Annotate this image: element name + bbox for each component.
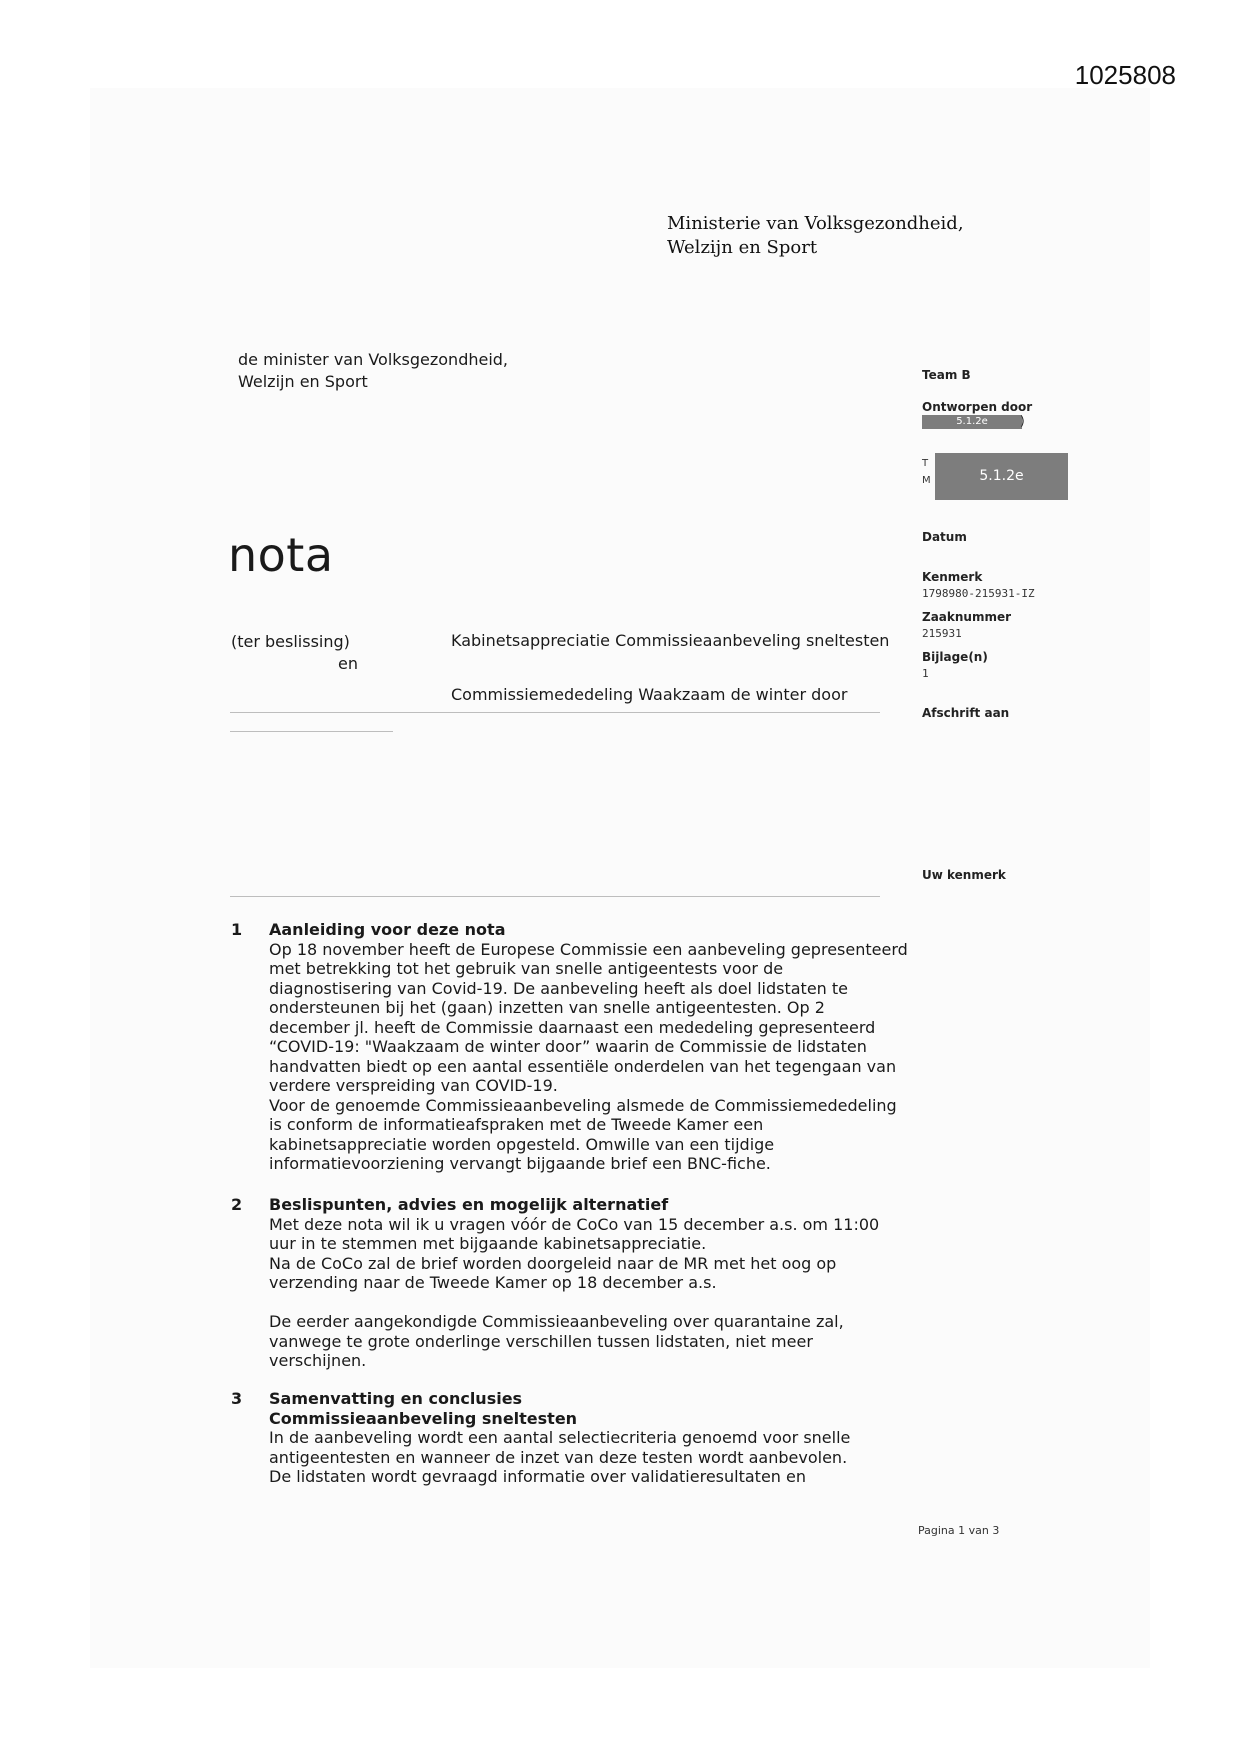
section-heading: Samenvatting en conclusies bbox=[269, 1389, 523, 1408]
section-paragraph: In de aanbeveling wordt een aantal selectiecriteria genoemd voor snelle antigeentesten en wanneer de inzet van deze testen wordt aanbevolen. bbox=[269, 1428, 851, 1467]
t-label: T bbox=[922, 458, 929, 469]
reference-value: 1798980-215931-IZ bbox=[922, 587, 1035, 600]
section-paragraph: Voor de genoemde Commissieaanbeveling alsmede de Commissiemededeling is conform de informatieafspraken met de Tweede Kamer een kabinetsappreciatie worden opgesteld. Omwille van een tijdige informatievoorziening vervangt bijgaande brief een BNC-fiche. bbox=[269, 1095, 897, 1173]
section-paragraph: De lidstaten wordt gevraagd informatie over validatieresultaten en bbox=[269, 1467, 806, 1486]
sidebar-your-reference bbox=[922, 868, 1006, 882]
page-number: Pagina 1 van 3 bbox=[918, 1524, 1000, 1537]
case-label: Zaaknummer bbox=[922, 610, 1012, 624]
section-number: 3 bbox=[231, 1389, 243, 1408]
case-value: 215931 bbox=[922, 627, 962, 640]
context-line-2: en bbox=[338, 654, 358, 673]
ministry-logo-text bbox=[667, 212, 964, 260]
section-paragraph: Op 18 november heeft de Europese Commissie een aanbeveling gepresenteerd met betrekking tot het gebruik van snelle antigeentests voor de diagnostisering van Covid-19. De aanbeveling heeft als doel lidstaten te ondersteunen bij het (gaan) inzetten van snelle antigeentesten. Op 2 december jl. heeft de Commissie daarnaast een mededeling gepresenteerd “COVID-19: "Waakzaam de winter door” waarin de Commissie de lidstaten handvatten biedt op een aantal essentiële onderdelen van het tegengaan van verdere verspreiding van COVID-19. bbox=[269, 939, 908, 1095]
section-paragraph: Met deze nota wil ik u vragen vóór de CoCo van 15 december a.s. om 11:00 uur in te stemmen met bijgaande kabinetsappreciatie. bbox=[269, 1214, 880, 1253]
sidebar-designed-by bbox=[922, 400, 1032, 414]
divider-short bbox=[230, 731, 393, 732]
ministry-line-1: Ministerie van Volksgezondheid, bbox=[667, 213, 964, 234]
team-label: Team B bbox=[922, 368, 971, 382]
designed-by-label: Ontworpen door bbox=[922, 400, 1033, 414]
context-line-1: (ter beslissing) bbox=[231, 632, 350, 651]
addressee bbox=[238, 349, 508, 393]
ministry-line-2: Welzijn en Sport bbox=[667, 237, 818, 258]
sidebar-copy-to bbox=[922, 706, 1009, 720]
copy-label: Afschrift aan bbox=[922, 706, 1010, 720]
section-paragraph: De eerder aangekondigde Commissieaanbeveling over quarantaine zal, vanwege te grote onderlinge verschillen tussen lidstaten, niet meer verschijnen. bbox=[269, 1312, 844, 1370]
section-number: 1 bbox=[231, 920, 243, 939]
attachments-label: Bijlage(n) bbox=[922, 650, 988, 664]
section-subheading: Commissieaanbeveling sneltesten bbox=[269, 1408, 578, 1428]
m-label: M bbox=[922, 475, 931, 486]
divider-content bbox=[230, 896, 880, 897]
section-body bbox=[269, 920, 909, 1174]
addressee-line-1: de minister van Volksgezondheid, bbox=[238, 350, 509, 369]
section-heading: Aanleiding voor deze nota bbox=[269, 920, 506, 939]
sidebar-date bbox=[922, 530, 967, 544]
subject-line-2: Commissiemededeling Waakzaam de winter door bbox=[451, 685, 848, 704]
section-body bbox=[269, 1389, 909, 1487]
your-reference-label: Uw kenmerk bbox=[922, 868, 1006, 882]
subject-line-1: Kabinetsappreciatie Commissieaanbeveling sneltesten bbox=[451, 631, 890, 650]
sidebar-reference bbox=[922, 570, 1035, 600]
contact-redaction: 5.1.2e bbox=[935, 453, 1068, 500]
addressee-line-2: Welzijn en Sport bbox=[238, 372, 368, 391]
designed-by-suffix: ) bbox=[1020, 414, 1025, 428]
document-title: nota bbox=[228, 528, 334, 582]
sidebar-attachments bbox=[922, 650, 988, 680]
document-id: 1025808 bbox=[1074, 60, 1176, 90]
attachments-value: 1 bbox=[922, 667, 929, 680]
sidebar-case-number bbox=[922, 610, 1011, 640]
reference-label: Kenmerk bbox=[922, 570, 983, 584]
designed-by-redaction: 5.1.2e bbox=[922, 415, 1022, 429]
section-heading: Beslispunten, advies en mogelijk alternatief bbox=[269, 1195, 669, 1214]
sidebar-team bbox=[922, 368, 971, 382]
divider-top bbox=[230, 712, 880, 713]
section-body bbox=[269, 1195, 909, 1371]
section-paragraph: Na de CoCo zal de brief worden doorgeleid naar de MR met het oog op verzending naar de Tweede Kamer op 18 december a.s. bbox=[269, 1253, 837, 1292]
date-label: Datum bbox=[922, 530, 967, 544]
section-number: 2 bbox=[231, 1195, 243, 1214]
decision-context bbox=[231, 631, 358, 675]
contact-labels bbox=[922, 455, 931, 489]
paragraph-gap bbox=[269, 1293, 909, 1313]
